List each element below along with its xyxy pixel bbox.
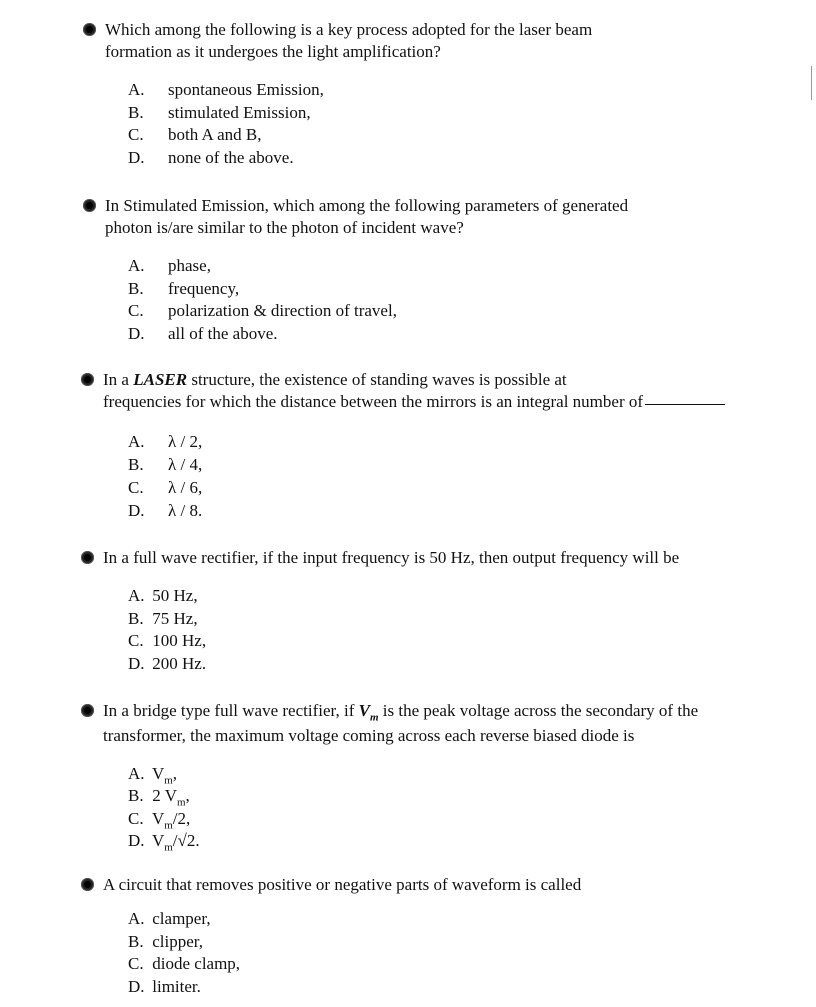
options-list: [128, 255, 628, 345]
laser-emphasis: LASER: [133, 370, 188, 389]
bullet-icon: [83, 23, 96, 36]
option-a: A. $V_m$,: [128, 763, 178, 787]
stem-line: transformer, the maximum voltage coming across each reverse biased diode is: [103, 725, 635, 745]
option-b: B. 75 Hz,: [128, 608, 198, 628]
option-d: D. all of the above.: [128, 323, 278, 343]
option-b: B. 2 $V_m$,: [128, 786, 190, 809]
option-d: D. λ / 8.: [128, 501, 203, 521]
option-c: C. both A and B,: [128, 125, 262, 145]
option-b: B. clipper,: [128, 931, 204, 951]
option-c: C. $V_m/2$,: [128, 808, 191, 832]
bullet-icon: [81, 704, 94, 717]
bullet-icon: [83, 199, 96, 212]
stem-line: In a full wave rectifier, if the input frequency is 50 Hz, then output frequency will be: [103, 548, 680, 567]
question-3: [81, 369, 725, 523]
question-2: [83, 195, 628, 345]
option-a: A. 50 Hz,: [128, 586, 198, 606]
answer-blank: [645, 404, 725, 405]
option-d: D. none of the above.: [128, 147, 294, 167]
option-a: A. phase,: [128, 256, 211, 276]
option-b: B. stimulated Emission,: [128, 102, 311, 122]
stem-line: photon is/are similar to the photon of incident wave?: [105, 218, 464, 238]
option-c: C. 100 Hz,: [128, 631, 207, 651]
question-5: [81, 700, 698, 853]
question-stem: [83, 19, 592, 63]
question-6: [81, 874, 581, 998]
option-a: A. λ / 2,: [128, 432, 203, 452]
question-stem: [81, 369, 725, 413]
option-d: D. $V_m/√2$.: [128, 831, 200, 854]
question-1: [83, 19, 592, 169]
question-stem: [83, 195, 628, 239]
options-list: [128, 763, 698, 853]
option-d: D. 200 Hz.: [128, 653, 207, 673]
option-c: C. λ / 6,: [128, 478, 203, 498]
question-stem: [81, 700, 698, 747]
options-list: [128, 585, 679, 675]
option-a: A. clamper,: [128, 909, 211, 929]
stem-line: In a LASER structure, the existence of standing waves is possible at: [103, 370, 567, 389]
option-d: D. limiter.: [128, 976, 201, 996]
stem-line: A circuit that removes positive or negative parts of waveform is called: [103, 875, 582, 894]
option-c: C. diode clamp,: [128, 954, 241, 974]
stem-line: In a bridge type full wave rectifier, if $V_m$ is the peak voltage across the secondary of the: [103, 701, 699, 724]
option-b: B. frequency,: [128, 278, 240, 298]
stem-line: formation as it undergoes the light amplification?: [105, 42, 441, 62]
option-c: C. polarization & direction of travel,: [128, 301, 397, 321]
page-edge-mark: [811, 66, 816, 100]
question-stem: [81, 874, 581, 896]
stem-line: Which among the following is a key process adopted for the laser beam: [105, 20, 593, 39]
options-list: [128, 908, 581, 998]
question-4: [81, 547, 679, 675]
bullet-icon: [81, 878, 94, 891]
options-list: [128, 431, 725, 523]
option-a: A. spontaneous Emission,: [128, 80, 324, 100]
option-b: B. λ / 4,: [128, 455, 203, 475]
bullet-icon: [81, 551, 94, 564]
stem-line: In Stimulated Emission, which among the following parameters of generated: [105, 196, 629, 215]
question-stem: [81, 547, 679, 569]
options-list: [128, 79, 592, 169]
stem-line: frequencies for which the distance between the mirrors is an integral number of: [103, 391, 725, 413]
bullet-icon: [81, 373, 94, 386]
